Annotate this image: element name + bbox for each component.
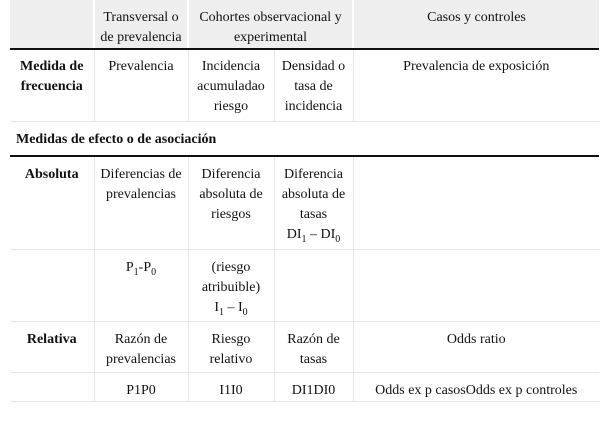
- absoluta-tasas-formula: $DI_1 - DI_0$: [286, 227, 341, 245]
- absoluta-cohortes-tasas: [274, 156, 353, 250]
- relativa-formula-odds: Odds ex p casosOdds ex p controles: [353, 373, 599, 402]
- absoluta-formula-tasas: [274, 250, 353, 322]
- absoluta-formula-empty: [10, 250, 94, 322]
- absoluta-cohortes-riesgos: Diferencia absoluta de riesgos: [188, 156, 274, 250]
- study-measures-table: [10, 0, 599, 402]
- header-casos-controles: Casos y controles: [353, 0, 599, 49]
- relativa-formula-empty: [10, 373, 94, 402]
- frecuencia-cohortes-densidad: Densidad o tasa de incidencia: [274, 49, 353, 122]
- absoluta-row: [10, 156, 599, 250]
- header-empty-cell: [10, 0, 94, 49]
- frecuencia-label: Medida de frecuencia: [10, 49, 94, 122]
- frecuencia-casos: Prevalencia de exposición: [353, 49, 599, 122]
- absoluta-formula-riesgo: (riesgo atribuible) $I_1 - I_0$: [188, 250, 274, 322]
- section-row: [10, 122, 599, 157]
- absoluta-formula-casos: [353, 250, 599, 322]
- relativa-label: Relativa: [10, 322, 94, 373]
- relativa-transversal: Razón de prevalencias: [94, 322, 188, 373]
- absoluta-casos: [353, 156, 599, 250]
- section-label: Medidas de efecto o de asociación: [10, 122, 599, 157]
- relativa-formula-prevalencias: P1P0: [94, 373, 188, 402]
- relativa-formula-row: [10, 373, 599, 402]
- frecuencia-row: [10, 49, 599, 122]
- absoluta-formula-row: [10, 250, 599, 322]
- header-row: [10, 0, 599, 49]
- relativa-casos: Odds ratio: [353, 322, 599, 373]
- relativa-cohortes-riesgo: Riesgo relativo: [188, 322, 274, 373]
- relativa-formula-tasas: DI1DI0: [274, 373, 353, 402]
- header-cohortes: Cohortes observacional y experimental: [188, 0, 353, 49]
- relativa-row: [10, 322, 599, 373]
- header-transversal: Transversal o de prevalencia: [94, 0, 188, 49]
- riesgo-formula: $I_1 - I_0$: [214, 300, 248, 318]
- absoluta-formula-prevalencia: $P_1-P_0$: [94, 250, 188, 322]
- frecuencia-cohortes-incidencia: Incidencia acumuladao riesgo: [188, 49, 274, 122]
- absoluta-transversal: Diferencias de prevalencias: [94, 156, 188, 250]
- frecuencia-transversal: Prevalencia: [94, 49, 188, 122]
- relativa-formula-riesgo: I1I0: [188, 373, 274, 402]
- relativa-cohortes-tasas: Razón de tasas: [274, 322, 353, 373]
- absoluta-tasas-text: Diferencia absoluta de tasas: [281, 167, 346, 222]
- absoluta-label: Absoluta: [10, 156, 94, 250]
